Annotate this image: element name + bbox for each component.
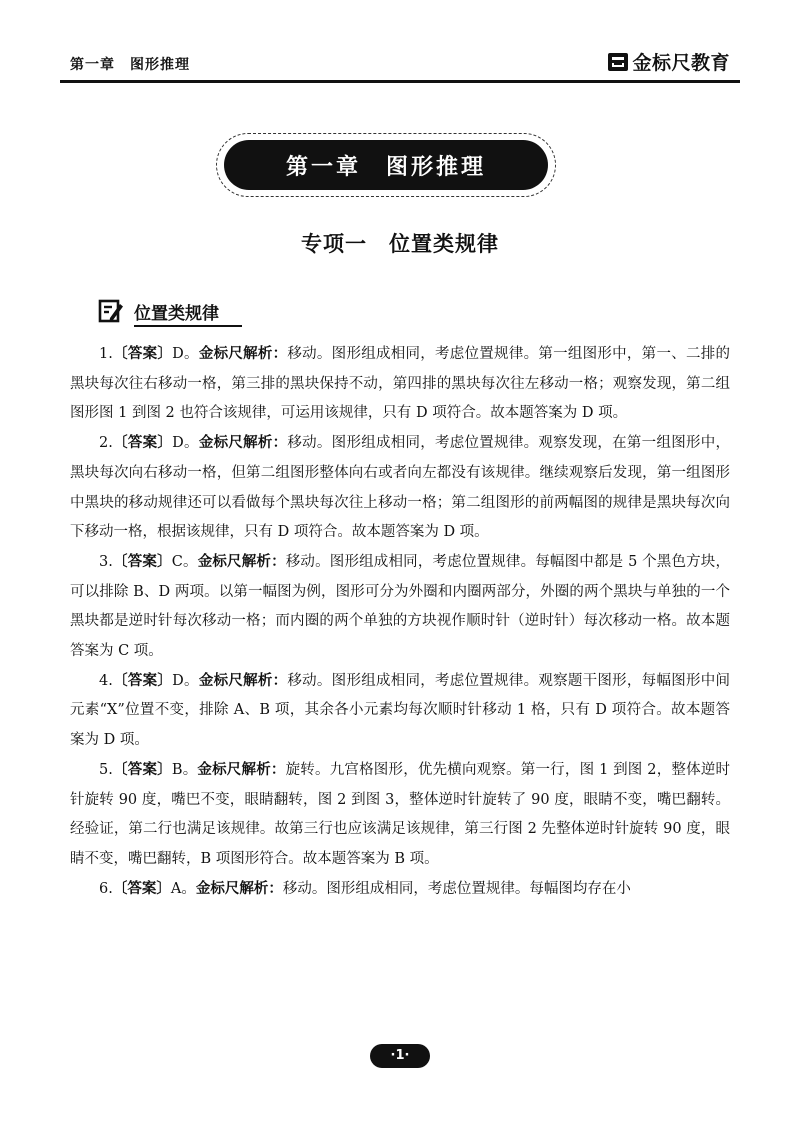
question-number: 1.	[99, 346, 113, 362]
answer-value: D。	[172, 435, 199, 452]
analysis-text: 移动。图形组成相同，考虑位置规律。每幅图中都是 5 个黑色方块，可以排除 B、D 两项。以第一幅图为例，图形可分为外圈和内圈两部分，外圈的两个黑块与单独的一个黑块都是逆时针每次移动一格；而内圈的两个单独的方块视作顺时针（逆时针）每次移动一格。故本题答案为 C 项。	[70, 553, 730, 660]
analysis-text: 移动。图形组成相同，考虑位置规律。观察题干图形，每幅图形中间元素“X”位置不变，排除 A、B 项，其余各小元素均每次顺时针移动 1 格，只有 D 项符合。故本题答案为 D 项。	[70, 672, 730, 749]
question-number: 4.	[99, 672, 113, 689]
running-header	[70, 48, 730, 84]
answer-label: 〔答案〕	[112, 346, 173, 362]
analysis-label: 金标尺解析：	[198, 435, 288, 452]
chapter-title: 第一章 图形推理	[285, 154, 486, 180]
answer-list	[70, 340, 730, 904]
answer-item	[70, 756, 730, 875]
question-number: 2.	[99, 435, 113, 452]
answer-label: 〔答案〕	[112, 672, 173, 689]
edit-icon	[98, 298, 124, 324]
analysis-text: 移动。图形组成相同，考虑位置规律。每幅图均存在小	[282, 880, 631, 897]
subsection-title: 位置类规律	[134, 303, 219, 324]
question-number: 3.	[99, 553, 113, 570]
answer-value: D。	[172, 346, 199, 362]
answer-label: 〔答案〕	[112, 553, 172, 570]
brand-name: 金标尺教育	[632, 52, 730, 74]
answer-item	[70, 548, 730, 667]
answer-item	[70, 667, 730, 756]
analysis-label: 金标尺解析：	[197, 553, 286, 570]
answer-value: B。	[171, 761, 198, 778]
answer-value: C。	[171, 553, 198, 570]
section-title: 专项一 位置类规律	[301, 232, 499, 256]
subsection-heading	[98, 298, 219, 324]
analysis-text: 旋转。九宫格图形，优先横向观察。第一行，图 1 到图 2，整体逆时针旋转 90 度，嘴巴不变，眼睛翻转，图 2 到图 3，整体逆时针旋转了 90 度，眼睛不变，嘴巴翻转。经验证，第二行也满足该规律。故第三行也应该满足该规律，第三行图 2 先整体逆时针旋转 90 度，眼睛不变，嘴巴翻转，B 项图形符合。故本题答案为 B 项。	[70, 761, 731, 867]
answer-label: 〔答案〕	[112, 435, 173, 452]
analysis-label: 金标尺解析：	[198, 672, 288, 689]
brand-logo	[608, 48, 730, 75]
logo-icon	[608, 53, 628, 71]
chapter-banner	[216, 133, 556, 197]
subsection-underline	[134, 325, 242, 327]
answer-value: D。	[172, 672, 199, 689]
analysis-label: 金标尺解析：	[198, 346, 288, 362]
analysis-label: 金标尺解析：	[195, 880, 283, 897]
answer-item	[70, 875, 730, 905]
analysis-text: 移动。图形组成相同，考虑位置规律。第一组图形中，第一、二排的黑块每次往右移动一格，第三排的黑块保持不动，第四排的黑块每次往左移动一格；观察发现，第二组图形图 1 到图 2 也符合该规律，可运用该规律，只有 D 项符合。故本题答案为 D 项。	[70, 346, 730, 422]
analysis-text: 移动。图形组成相同，考虑位置规律。观察发现，在第一组图形中，黑块每次向右移动一格，但第二组图形整体向右或者向左都没有该规律。继续观察后发现，第一组图形中黑块的移动规律还可以看做每个黑块每次往上移动一格；第二组图形的前两幅图的规律是黑块每次向下移动一格，根据该规律，只有 D 项符合。故本题答案为 D 项。	[70, 435, 730, 541]
header-divider	[60, 80, 740, 83]
page-number: ·1·	[370, 1044, 430, 1068]
header-chapter-title: 第一章 图形推理	[70, 57, 190, 73]
answer-label: 〔答案〕	[112, 761, 172, 778]
answer-item	[70, 340, 730, 429]
analysis-label: 金标尺解析：	[197, 761, 286, 778]
chapter-banner-fill	[224, 140, 548, 190]
question-number: 6.	[99, 880, 113, 897]
question-number: 5.	[99, 761, 113, 778]
answer-value: A。	[170, 880, 196, 897]
answer-item	[70, 429, 730, 548]
answer-label: 〔答案〕	[112, 880, 171, 897]
